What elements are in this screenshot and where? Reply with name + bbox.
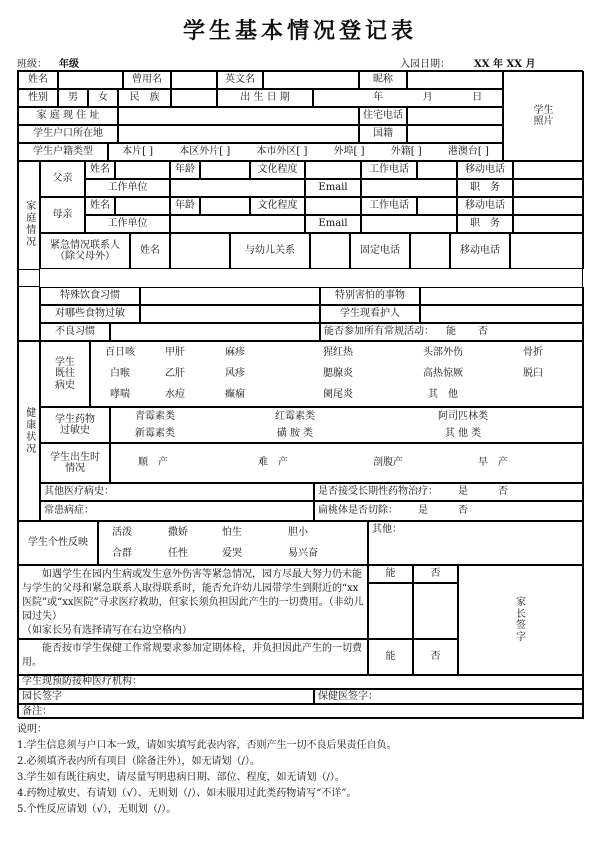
label-nationality: 国籍 [359, 125, 407, 143]
birth-item[interactable]: 难 产 [258, 457, 288, 469]
input-nickname[interactable] [407, 71, 503, 89]
birth-item[interactable]: 顺 产 [138, 457, 168, 469]
history-item[interactable]: 骨折 [523, 347, 543, 359]
label-principal-signature[interactable]: 园长签字 [18, 689, 314, 704]
label-mother: 母亲 [40, 197, 85, 233]
label-mother-email: Email [305, 215, 361, 233]
label-allergy: 对哪些食物过敏 [40, 305, 140, 323]
option-yes[interactable]: 是 [458, 486, 468, 498]
consent-text-1: 如遇学生在园内生病或发生意外伤害等紧急情况，园方尽最大努力仍未能与学生的父母和紧急联系人取得联系时，能否允许幼儿园带学生到附近的“xx医院”或“xx医院”寻求医疗救助，但家长须负担因此产生的一切费用。（非幼儿园过失） [22, 569, 364, 622]
parent-signature[interactable]: 家 长 签 字 [458, 565, 584, 675]
input-father-position[interactable] [513, 179, 584, 197]
input-emergency-name[interactable] [170, 233, 230, 269]
label-doctor-signature[interactable]: 保健医签字： [314, 689, 584, 704]
history-item[interactable]: 阑尾炎 [323, 389, 353, 401]
label-mother-work-phone: 工作电话 [361, 197, 417, 215]
label-drug-allergy: 学生药物 过敏史 [40, 407, 110, 443]
drug-item[interactable]: 阿司匹林类 [438, 411, 488, 423]
label-father-employer: 工作单位 [85, 179, 170, 197]
label-mother-education: 文化程度 [250, 197, 305, 215]
input-father-email[interactable] [361, 179, 457, 197]
drug-item[interactable]: 其 他 类 [444, 428, 482, 440]
date-value: XX 年 XX 月 [474, 59, 536, 70]
input-mother-email[interactable] [361, 215, 457, 233]
label-mother-age: 年龄 [170, 197, 200, 215]
option-no[interactable]: 否 [478, 326, 488, 338]
label-mother-name: 姓名 [85, 197, 115, 215]
input-mother-position[interactable] [513, 215, 584, 233]
history-item[interactable]: 乙肝 [165, 368, 185, 380]
history-item[interactable]: 风疹 [225, 368, 245, 380]
hukou-type-options [108, 143, 503, 161]
birth-item[interactable]: 剖腹产 [373, 457, 403, 469]
label-emergency-contact: 紧急情况联系人 （除父母外） [40, 233, 130, 269]
label-father-work-phone: 工作电话 [361, 161, 417, 179]
drug-item[interactable]: 红霉素类 [275, 411, 315, 423]
label-home-phone: 住宅电话 [359, 107, 407, 125]
personality-item[interactable]: 活泼 [112, 527, 132, 539]
class-value: 年级 [59, 59, 79, 70]
label-mother-mobile: 移动电话 [457, 197, 513, 215]
input-birthday[interactable]: 年 月 日 [313, 89, 503, 107]
consent2-no[interactable]: 否 [413, 639, 458, 675]
habits-spacer [18, 269, 40, 341]
personality-item[interactable]: 撒娇 [168, 527, 188, 539]
label-nickname: 昵称 [359, 71, 407, 89]
note-item: 5.个性反应请划（√），无则划（/）。 [17, 804, 177, 815]
label-remarks[interactable]: 备注： [18, 704, 584, 719]
input-father-age[interactable] [200, 161, 250, 179]
input-mother-name[interactable] [115, 197, 170, 215]
notes-heading: 说明： [17, 724, 47, 735]
personality-item[interactable]: 任性 [168, 548, 188, 560]
input-english-name[interactable] [263, 71, 359, 89]
label-vaccine-institution[interactable]: 学生现预防接种医疗机构： [18, 675, 584, 689]
input-mother-work-phone[interactable] [417, 197, 457, 215]
history-item[interactable]: 百日咳 [105, 347, 135, 359]
section-health: 健康状况 [18, 341, 40, 521]
label-diet: 特殊饮食习惯 [40, 287, 140, 305]
hukou-option[interactable]: 本片[ ] [122, 146, 154, 158]
note-item: 2.必须填齐表内所有项目（除备注外），如无请划（/）。 [17, 756, 260, 767]
notes-section [17, 722, 583, 818]
hukou-option[interactable]: 港澳台[ ] [447, 146, 489, 158]
label-gender: 性别 [18, 89, 58, 107]
note-item: 4.药物过敏史、有请划（√）、无则划（/）、如未服用过此类药物请写“不详”。 [17, 788, 357, 799]
history-item[interactable]: 水痘 [165, 389, 185, 401]
history-item[interactable]: 猩红热 [323, 347, 353, 359]
label-mother-position: 职 务 [457, 215, 513, 233]
option-female[interactable]: 女 [88, 89, 118, 107]
label-personality: 学生个性反映 [18, 521, 98, 565]
option-yes[interactable]: 是 [418, 505, 428, 517]
input-mother-employer[interactable] [170, 215, 305, 233]
label-father-age: 年龄 [170, 161, 200, 179]
history-item[interactable]: 哮喘 [110, 389, 130, 401]
input-mother-mobile[interactable] [513, 197, 584, 215]
label-father-position: 职 务 [457, 179, 513, 197]
history-item[interactable]: 白喉 [110, 368, 130, 380]
input-mother-education[interactable] [305, 197, 361, 215]
class-label: 班级： 年级 [17, 59, 79, 70]
label-relation: 与幼儿关系 [230, 233, 310, 269]
label-guardian: 学生现看护人 [320, 305, 420, 323]
history-item[interactable]: 头部外伤 [423, 347, 463, 359]
personality-item[interactable]: 易兴奋 [288, 548, 318, 560]
label-bad-habits: 不良习惯 [40, 323, 110, 341]
label-father: 父亲 [40, 161, 85, 197]
hukou-option[interactable]: 本市外区[ ] [256, 146, 308, 158]
history-item[interactable]: 甲肝 [165, 347, 185, 359]
input-ethnicity[interactable] [171, 89, 217, 107]
history-item[interactable]: 腮腺炎 [323, 368, 353, 380]
label-other-history: 其他医疗病史： [40, 483, 314, 501]
consent-text-1b: （如家长另有选择请写在右边空格内） [22, 625, 192, 636]
label-address: 家 庭 现 住 址 [18, 107, 118, 125]
history-item[interactable]: 脱臼 [523, 368, 543, 380]
label-landline: 固定电话 [350, 233, 410, 269]
input-landline[interactable] [410, 233, 450, 269]
date-field: 入园日期： XX 年 XX 月 [400, 59, 536, 70]
drug-item[interactable]: 青霉素类 [135, 411, 175, 423]
consent1-no-box[interactable] [413, 583, 458, 639]
input-nationality[interactable] [407, 125, 503, 143]
label-former-name: 曾用名 [123, 71, 171, 89]
label-birthday: 出 生 日 期 [217, 89, 313, 107]
label-activities: 能否参加所有常规活动： 能 否 [320, 323, 584, 341]
input-personality-other[interactable]: 其他： [368, 521, 584, 565]
label-emergency-mobile: 移动电话 [450, 233, 510, 269]
input-father-education[interactable] [305, 161, 361, 179]
input-former-name[interactable] [171, 71, 217, 89]
label-father-name: 姓名 [85, 161, 115, 179]
personality-item[interactable]: 合群 [112, 548, 132, 560]
consent1-yes-box[interactable] [368, 583, 413, 639]
hukou-option[interactable]: 本区外片[ ] [179, 146, 231, 158]
input-emergency-mobile[interactable] [510, 233, 584, 269]
personality-grid [98, 521, 368, 565]
history-item[interactable]: 高热惊厥 [423, 368, 463, 380]
input-bad-habits[interactable] [110, 323, 320, 341]
registration-form [17, 70, 583, 718]
input-allergy[interactable] [140, 305, 320, 323]
label-hukou-type: 学生户籍类型 [18, 143, 108, 161]
input-father-employer[interactable] [170, 179, 305, 197]
option-male[interactable]: 男 [58, 89, 88, 107]
consent1-no[interactable]: 否 [413, 565, 458, 583]
label-common-disease: 常患病症： [40, 501, 314, 521]
drug-item[interactable]: 磺 胺 类 [276, 428, 314, 440]
consent-text-2: 能否按市学生保健工作常规要求参加定期体检，并负担因此产生的一切费用。 [22, 643, 362, 668]
label-father-email: Email [305, 179, 361, 197]
note-item: 1.学生信息须与户口本一致，请如实填写此表内容，否则产生一切不良后果责任自负。 [17, 740, 397, 751]
label-english-name: 英文名 [217, 71, 263, 89]
label-fear: 特别害怕的事物 [320, 287, 420, 305]
consent1-yes[interactable]: 能 [368, 565, 413, 583]
consent2-yes[interactable]: 能 [368, 639, 413, 675]
input-fear[interactable] [420, 287, 584, 305]
input-hukou[interactable] [118, 125, 359, 143]
input-home-phone[interactable] [407, 107, 503, 125]
hukou-option[interactable]: 外埠[ ] [333, 146, 365, 158]
label-mother-employer: 工作单位 [85, 215, 170, 233]
label-ethnicity: 民 族 [118, 89, 171, 107]
birth-item[interactable]: 早 产 [478, 457, 508, 469]
hukou-option[interactable]: 外籍[ ] [390, 146, 422, 158]
option-no[interactable]: 否 [498, 486, 508, 498]
history-item[interactable]: 癫痫 [225, 389, 245, 401]
label-name: 姓名 [18, 71, 58, 89]
label-emergency-name: 姓名 [130, 233, 170, 269]
input-diet[interactable] [140, 287, 320, 305]
input-father-work-phone[interactable] [417, 161, 457, 179]
page-title: 学生基本情况登记表 [182, 18, 417, 44]
personality-item[interactable]: 胆小 [288, 527, 308, 539]
input-father-name[interactable] [115, 161, 170, 179]
input-mother-age[interactable] [200, 197, 250, 215]
photo-box[interactable]: 学生 照片 [503, 71, 584, 161]
option-no[interactable]: 否 [458, 505, 468, 517]
drug-item[interactable]: 新霉素类 [135, 428, 175, 440]
history-item[interactable]: 麻疹 [225, 347, 245, 359]
personality-item[interactable]: 爱哭 [222, 548, 242, 560]
label-long-term-medication: 是否接受长期性药物治疗： 是 否 [314, 483, 584, 501]
input-guardian[interactable] [420, 305, 584, 323]
label-tonsil: 扁桃体是否切除： 是 否 [314, 501, 584, 521]
input-father-mobile[interactable] [513, 161, 584, 179]
history-item[interactable]: 其 他 [428, 389, 458, 401]
input-relation[interactable] [310, 233, 350, 269]
input-address[interactable] [118, 107, 359, 125]
label-father-education: 文化程度 [250, 161, 305, 179]
label-hukou: 学生户口所在地 [18, 125, 118, 143]
option-yes[interactable]: 能 [446, 326, 456, 338]
label-father-mobile: 移动电话 [457, 161, 513, 179]
input-name[interactable] [58, 71, 123, 89]
note-item: 3.学生如有既往病史，请尽量写明患病日期、部位、程度，如无请划（/）。 [17, 772, 345, 783]
label-history: 学生 既往 病史 [40, 341, 90, 407]
label-birth: 学生出生时 情况 [40, 443, 110, 483]
personality-item[interactable]: 怕生 [222, 527, 242, 539]
section-family: 家庭情况 [18, 161, 40, 287]
